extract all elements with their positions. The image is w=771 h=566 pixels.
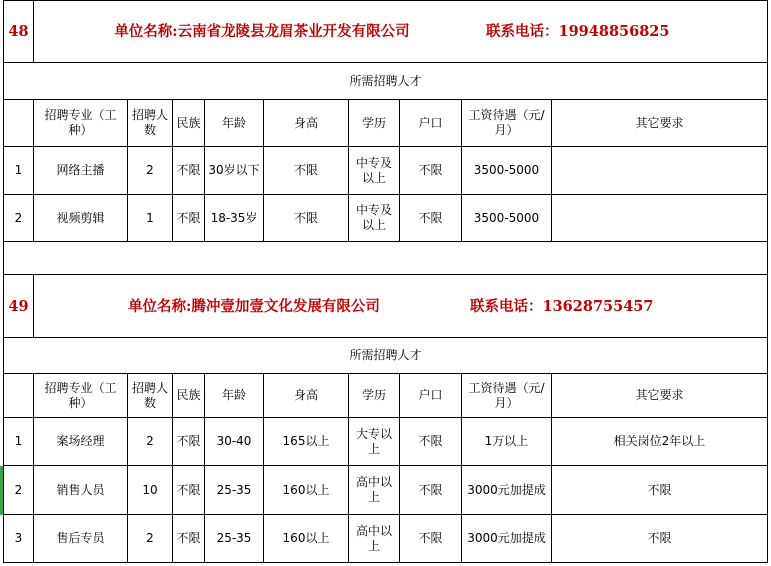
table-cell-headcount[interactable]: 2: [128, 147, 173, 195]
table-cell-other-requirements[interactable]: [552, 147, 768, 195]
table-cell-height[interactable]: 不限: [264, 195, 349, 242]
selected-row-marker: [0, 466, 3, 515]
table-cell-salary[interactable]: 3500-5000: [462, 147, 552, 195]
table-cell-ethnicity[interactable]: 不限: [173, 147, 205, 195]
table-cell-age[interactable]: 25-35: [205, 515, 264, 563]
blank-spacer-row[interactable]: [4, 242, 768, 275]
company-name: 单位名称:腾冲壹加壹文化发展有限公司: [128, 297, 380, 315]
contact-phone: 联系电话：13628755457: [470, 297, 654, 315]
table-cell-other-requirements[interactable]: 不限: [552, 466, 768, 515]
table-cell-education[interactable]: 中专及以上: [349, 195, 400, 242]
sheet-top-border: [3, 0, 768, 1]
table-cell-age[interactable]: 30-40: [205, 418, 264, 466]
table-cell-row-number[interactable]: 3: [4, 515, 34, 563]
table-cell-salary[interactable]: 1万以上: [462, 418, 552, 466]
company-name: 单位名称:云南省龙陵县龙眉茶业开发有限公司: [114, 22, 410, 40]
table-cell-education[interactable]: 高中以上: [349, 466, 400, 515]
column-header-height[interactable]: 身高: [264, 100, 349, 147]
column-header-age[interactable]: 年龄: [205, 374, 264, 418]
table-cell-household[interactable]: 不限: [400, 466, 462, 515]
column-header-other-requirements[interactable]: 其它要求: [552, 100, 768, 147]
column-header-salary[interactable]: 工资待遇（元/月）: [462, 374, 552, 418]
table-cell-headcount[interactable]: 2: [128, 515, 173, 563]
column-header-blank[interactable]: [4, 100, 34, 147]
column-header-salary[interactable]: 工资待遇（元/月）: [462, 100, 552, 147]
table-cell-household[interactable]: 不限: [400, 147, 462, 195]
table-cell-row-number[interactable]: 1: [4, 147, 34, 195]
table-cell-other-requirements[interactable]: [552, 195, 768, 242]
table-cell-height[interactable]: 165以上: [264, 418, 349, 466]
table-cell-age[interactable]: 30岁以下: [205, 147, 264, 195]
table-cell-education[interactable]: 大专以上: [349, 418, 400, 466]
section-subheader[interactable]: 所需招聘人才: [4, 338, 768, 374]
contact-phone: 联系电话：19948856825: [486, 22, 670, 40]
table-cell-salary[interactable]: 3000元加提成: [462, 466, 552, 515]
table-cell-height[interactable]: 不限: [264, 147, 349, 195]
table-cell-age[interactable]: 25-35: [205, 466, 264, 515]
table-cell-household[interactable]: 不限: [400, 418, 462, 466]
column-header-blank[interactable]: [4, 374, 34, 418]
table-cell-row-number[interactable]: 1: [4, 418, 34, 466]
table-cell-ethnicity[interactable]: 不限: [173, 466, 205, 515]
column-header-household[interactable]: 户口: [400, 374, 462, 418]
table-cell-ethnicity[interactable]: 不限: [173, 515, 205, 563]
table-cell-position[interactable]: 案场经理: [34, 418, 128, 466]
table-cell-height[interactable]: 160以上: [264, 466, 349, 515]
section-subheader[interactable]: 所需招聘人才: [4, 63, 768, 100]
column-header-position[interactable]: 招聘专业（工种）: [34, 374, 128, 418]
column-header-ethnicity[interactable]: 民族: [173, 100, 205, 147]
column-header-headcount[interactable]: 招聘人数: [128, 374, 173, 418]
column-header-other-requirements[interactable]: 其它要求: [552, 374, 768, 418]
table-cell-education[interactable]: 中专及以上: [349, 147, 400, 195]
table-cell-height[interactable]: 160以上: [264, 515, 349, 563]
table-cell-position[interactable]: 网络主播: [34, 147, 128, 195]
table-cell-education[interactable]: 高中以上: [349, 515, 400, 563]
column-header-headcount[interactable]: 招聘人数: [128, 100, 173, 147]
column-header-ethnicity[interactable]: 民族: [173, 374, 205, 418]
table-cell-salary[interactable]: 3500-5000: [462, 195, 552, 242]
section-index[interactable]: 49: [4, 275, 34, 338]
column-header-education[interactable]: 学历: [349, 100, 400, 147]
table-cell-position[interactable]: 视频剪辑: [34, 195, 128, 242]
section-index[interactable]: 48: [4, 0, 34, 63]
table-cell-headcount[interactable]: 10: [128, 466, 173, 515]
column-header-household[interactable]: 户口: [400, 100, 462, 147]
table-cell-position[interactable]: 售后专员: [34, 515, 128, 563]
table-cell-position[interactable]: 销售人员: [34, 466, 128, 515]
table-cell-headcount[interactable]: 1: [128, 195, 173, 242]
table-cell-row-number[interactable]: 2: [4, 466, 34, 515]
table-cell-household[interactable]: 不限: [400, 195, 462, 242]
column-header-position[interactable]: 招聘专业（工种）: [34, 100, 128, 147]
column-header-height[interactable]: 身高: [264, 374, 349, 418]
company-heading[interactable]: [34, 0, 768, 63]
table-cell-ethnicity[interactable]: 不限: [173, 195, 205, 242]
table-cell-headcount[interactable]: 2: [128, 418, 173, 466]
column-header-age[interactable]: 年龄: [205, 100, 264, 147]
company-heading[interactable]: [34, 275, 768, 338]
table-cell-row-number[interactable]: 2: [4, 195, 34, 242]
table-cell-salary[interactable]: 3000元加提成: [462, 515, 552, 563]
column-header-education[interactable]: 学历: [349, 374, 400, 418]
table-cell-other-requirements[interactable]: 相关岗位2年以上: [552, 418, 768, 466]
table-cell-household[interactable]: 不限: [400, 515, 462, 563]
table-cell-age[interactable]: 18-35岁: [205, 195, 264, 242]
table-cell-ethnicity[interactable]: 不限: [173, 418, 205, 466]
table-cell-other-requirements[interactable]: 不限: [552, 515, 768, 563]
